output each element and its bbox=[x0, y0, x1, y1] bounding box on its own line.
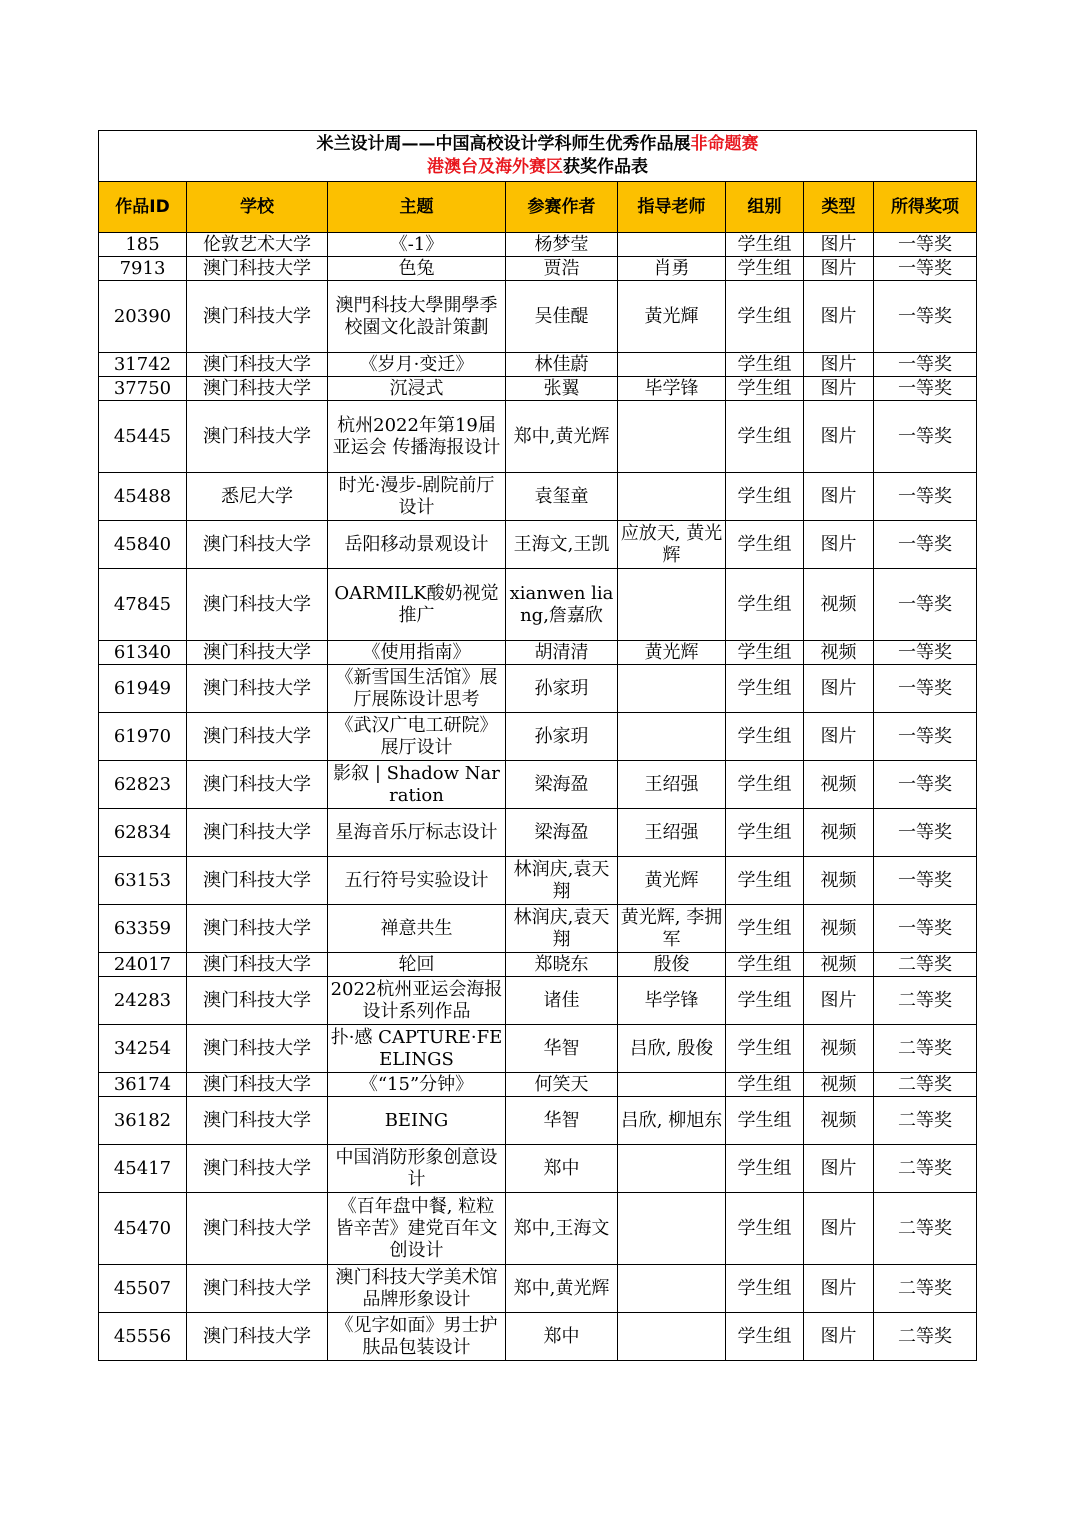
cell-id: 31742 bbox=[99, 353, 187, 377]
table-row bbox=[99, 1097, 977, 1145]
table-row bbox=[99, 353, 977, 377]
cell-group: 学生组 bbox=[726, 809, 804, 857]
cell-type: 视频 bbox=[804, 809, 874, 857]
cell-type: 图片 bbox=[804, 665, 874, 713]
cell-theme: OARMILK酸奶视觉推广 bbox=[328, 569, 506, 641]
cell-award: 一等奖 bbox=[874, 401, 977, 473]
cell-group: 学生组 bbox=[726, 1265, 804, 1313]
cell-group: 学生组 bbox=[726, 281, 804, 353]
cell-school: 澳门科技大学 bbox=[187, 281, 328, 353]
table-row bbox=[99, 1193, 977, 1265]
cell-author: 孙家玥 bbox=[506, 713, 618, 761]
cell-type: 视频 bbox=[804, 1025, 874, 1073]
cell-award: 一等奖 bbox=[874, 713, 977, 761]
cell-theme: 星海音乐厅标志设计 bbox=[328, 809, 506, 857]
cell-award: 一等奖 bbox=[874, 905, 977, 953]
table-row bbox=[99, 233, 977, 257]
col-header-type: 类型 bbox=[804, 182, 874, 233]
cell-id: 37750 bbox=[99, 377, 187, 401]
cell-author: 张翼 bbox=[506, 377, 618, 401]
cell-author: 华智 bbox=[506, 1025, 618, 1073]
cell-type: 视频 bbox=[804, 761, 874, 809]
cell-group: 学生组 bbox=[726, 761, 804, 809]
cell-theme: 色兔 bbox=[328, 257, 506, 281]
cell-award: 二等奖 bbox=[874, 1097, 977, 1145]
cell-theme: 中国消防形象创意设计 bbox=[328, 1145, 506, 1193]
table-title bbox=[99, 131, 977, 182]
header-row bbox=[99, 182, 977, 233]
col-header-author: 参赛作者 bbox=[506, 182, 618, 233]
cell-id: 47845 bbox=[99, 569, 187, 641]
cell-group: 学生组 bbox=[726, 377, 804, 401]
cell-type: 视频 bbox=[804, 641, 874, 665]
table-row bbox=[99, 977, 977, 1025]
cell-award: 一等奖 bbox=[874, 281, 977, 353]
cell-id: 36174 bbox=[99, 1073, 187, 1097]
cell-author: 王海文,王凯 bbox=[506, 521, 618, 569]
cell-school: 澳门科技大学 bbox=[187, 641, 328, 665]
cell-type: 视频 bbox=[804, 857, 874, 905]
cell-id: 45488 bbox=[99, 473, 187, 521]
cell-author: 何笑天 bbox=[506, 1073, 618, 1097]
cell-author: 郑晓东 bbox=[506, 953, 618, 977]
cell-award: 二等奖 bbox=[874, 977, 977, 1025]
cell-theme: 禅意共生 bbox=[328, 905, 506, 953]
cell-author: 吴佳醍 bbox=[506, 281, 618, 353]
cell-id: 45840 bbox=[99, 521, 187, 569]
table-row bbox=[99, 281, 977, 353]
cell-teacher: 吕欣, 殷俊 bbox=[618, 1025, 726, 1073]
cell-award: 二等奖 bbox=[874, 1025, 977, 1073]
cell-teacher: 王绍强 bbox=[618, 761, 726, 809]
cell-type: 图片 bbox=[804, 521, 874, 569]
cell-theme: 时光·漫步-剧院前厅设计 bbox=[328, 473, 506, 521]
cell-theme: 岳阳移动景观设计 bbox=[328, 521, 506, 569]
title-line1-prefix: 米兰设计周——中国高校设计学科师生优秀作品展 bbox=[316, 134, 691, 154]
cell-school: 伦敦艺术大学 bbox=[187, 233, 328, 257]
cell-theme: 《武汉广电工研院》展厅设计 bbox=[328, 713, 506, 761]
cell-author: 郑中,黄光辉 bbox=[506, 1265, 618, 1313]
table-row bbox=[99, 569, 977, 641]
table-row bbox=[99, 1073, 977, 1097]
cell-award: 一等奖 bbox=[874, 353, 977, 377]
cell-award: 一等奖 bbox=[874, 377, 977, 401]
cell-group: 学生组 bbox=[726, 977, 804, 1025]
cell-author: 郑中 bbox=[506, 1145, 618, 1193]
cell-group: 学生组 bbox=[726, 233, 804, 257]
cell-school: 澳门科技大学 bbox=[187, 569, 328, 641]
title-line1-red: 非命题赛 bbox=[690, 134, 759, 154]
cell-teacher bbox=[618, 569, 726, 641]
cell-type: 图片 bbox=[804, 233, 874, 257]
table-row bbox=[99, 953, 977, 977]
cell-type: 视频 bbox=[804, 1097, 874, 1145]
table-row bbox=[99, 1025, 977, 1073]
cell-award: 一等奖 bbox=[874, 521, 977, 569]
col-header-teacher: 指导老师 bbox=[618, 182, 726, 233]
cell-group: 学生组 bbox=[726, 1073, 804, 1097]
cell-teacher: 毕学锋 bbox=[618, 977, 726, 1025]
cell-theme: 《新雪国生活馆》展厅展陈设计思考 bbox=[328, 665, 506, 713]
cell-theme: 杭州2022年第19届亚运会 传播海报设计 bbox=[328, 401, 506, 473]
cell-id: 61340 bbox=[99, 641, 187, 665]
table-row bbox=[99, 473, 977, 521]
cell-author: 林润庆,袁天翔 bbox=[506, 905, 618, 953]
cell-id: 24283 bbox=[99, 977, 187, 1025]
cell-teacher: 黄光辉, 李拥军 bbox=[618, 905, 726, 953]
cell-author: 梁海盈 bbox=[506, 761, 618, 809]
cell-teacher: 毕学锋 bbox=[618, 377, 726, 401]
cell-type: 视频 bbox=[804, 905, 874, 953]
cell-school: 澳门科技大学 bbox=[187, 665, 328, 713]
table-row bbox=[99, 905, 977, 953]
awards-table-sheet bbox=[98, 130, 976, 1361]
cell-group: 学生组 bbox=[726, 257, 804, 281]
cell-school: 澳门科技大学 bbox=[187, 905, 328, 953]
cell-type: 图片 bbox=[804, 377, 874, 401]
cell-type: 图片 bbox=[804, 1145, 874, 1193]
cell-author: 郑中,王海文 bbox=[506, 1193, 618, 1265]
cell-school: 澳门科技大学 bbox=[187, 761, 328, 809]
cell-theme: 澳門科技大學開學季校園文化設計策劃 bbox=[328, 281, 506, 353]
cell-id: 45507 bbox=[99, 1265, 187, 1313]
table-row bbox=[99, 809, 977, 857]
cell-theme: 《“15”分钟》 bbox=[328, 1073, 506, 1097]
cell-id: 185 bbox=[99, 233, 187, 257]
col-header-school: 学校 bbox=[187, 182, 328, 233]
cell-theme: BEING bbox=[328, 1097, 506, 1145]
col-header-award: 所得奖项 bbox=[874, 182, 977, 233]
cell-id: 45556 bbox=[99, 1313, 187, 1361]
cell-school: 澳门科技大学 bbox=[187, 953, 328, 977]
cell-author: 梁海盈 bbox=[506, 809, 618, 857]
cell-school: 澳门科技大学 bbox=[187, 521, 328, 569]
cell-type: 图片 bbox=[804, 1193, 874, 1265]
cell-type: 图片 bbox=[804, 977, 874, 1025]
cell-id: 20390 bbox=[99, 281, 187, 353]
cell-award: 二等奖 bbox=[874, 953, 977, 977]
cell-school: 澳门科技大学 bbox=[187, 1073, 328, 1097]
cell-type: 图片 bbox=[804, 1313, 874, 1361]
cell-teacher bbox=[618, 1073, 726, 1097]
col-header-group: 组别 bbox=[726, 182, 804, 233]
cell-teacher: 黄光辉 bbox=[618, 641, 726, 665]
cell-author: 贾浩 bbox=[506, 257, 618, 281]
cell-group: 学生组 bbox=[726, 905, 804, 953]
cell-teacher bbox=[618, 1265, 726, 1313]
table-row bbox=[99, 713, 977, 761]
cell-teacher: 王绍强 bbox=[618, 809, 726, 857]
cell-teacher: 应放天, 黄光辉 bbox=[618, 521, 726, 569]
cell-award: 一等奖 bbox=[874, 857, 977, 905]
cell-id: 36182 bbox=[99, 1097, 187, 1145]
cell-award: 一等奖 bbox=[874, 473, 977, 521]
col-header-id: 作品ID bbox=[99, 182, 187, 233]
cell-id: 62834 bbox=[99, 809, 187, 857]
cell-group: 学生组 bbox=[726, 857, 804, 905]
table-row bbox=[99, 257, 977, 281]
cell-theme: 沉浸式 bbox=[328, 377, 506, 401]
cell-author: 华智 bbox=[506, 1097, 618, 1145]
cell-group: 学生组 bbox=[726, 473, 804, 521]
cell-school: 澳门科技大学 bbox=[187, 1097, 328, 1145]
table-row bbox=[99, 401, 977, 473]
cell-id: 45417 bbox=[99, 1145, 187, 1193]
cell-id: 62823 bbox=[99, 761, 187, 809]
title-line2-red: 港澳台及海外赛区 bbox=[427, 157, 563, 177]
table-row bbox=[99, 1265, 977, 1313]
cell-teacher bbox=[618, 713, 726, 761]
title-line2-suffix: 获奖作品表 bbox=[563, 157, 648, 177]
table-row bbox=[99, 641, 977, 665]
cell-author: 郑中,黄光辉 bbox=[506, 401, 618, 473]
cell-theme: 影叙 | Shadow Narration bbox=[328, 761, 506, 809]
cell-award: 二等奖 bbox=[874, 1073, 977, 1097]
cell-teacher bbox=[618, 233, 726, 257]
cell-theme: 《-1》 bbox=[328, 233, 506, 257]
cell-type: 视频 bbox=[804, 1073, 874, 1097]
cell-author: 孙家玥 bbox=[506, 665, 618, 713]
cell-author: 胡清清 bbox=[506, 641, 618, 665]
cell-award: 二等奖 bbox=[874, 1313, 977, 1361]
cell-group: 学生组 bbox=[726, 569, 804, 641]
cell-school: 澳门科技大学 bbox=[187, 1145, 328, 1193]
cell-id: 45470 bbox=[99, 1193, 187, 1265]
cell-theme: 扑·感 CAPTURE·FEELINGS bbox=[328, 1025, 506, 1073]
cell-school: 澳门科技大学 bbox=[187, 353, 328, 377]
cell-group: 学生组 bbox=[726, 1097, 804, 1145]
cell-award: 一等奖 bbox=[874, 641, 977, 665]
cell-teacher bbox=[618, 665, 726, 713]
col-header-theme: 主题 bbox=[328, 182, 506, 233]
cell-author: 郑中 bbox=[506, 1313, 618, 1361]
table-row bbox=[99, 1313, 977, 1361]
cell-teacher bbox=[618, 401, 726, 473]
cell-school: 澳门科技大学 bbox=[187, 1265, 328, 1313]
table-row bbox=[99, 521, 977, 569]
cell-award: 一等奖 bbox=[874, 809, 977, 857]
cell-author: 林佳蔚 bbox=[506, 353, 618, 377]
cell-group: 学生组 bbox=[726, 713, 804, 761]
cell-id: 45445 bbox=[99, 401, 187, 473]
cell-school: 澳门科技大学 bbox=[187, 401, 328, 473]
cell-group: 学生组 bbox=[726, 665, 804, 713]
table-row bbox=[99, 761, 977, 809]
cell-school: 澳门科技大学 bbox=[187, 713, 328, 761]
cell-type: 图片 bbox=[804, 1265, 874, 1313]
cell-award: 一等奖 bbox=[874, 233, 977, 257]
cell-author: xianwen liang,詹嘉欣 bbox=[506, 569, 618, 641]
cell-group: 学生组 bbox=[726, 521, 804, 569]
cell-theme: 澳门科技大学美术馆 品牌形象设计 bbox=[328, 1265, 506, 1313]
cell-type: 图片 bbox=[804, 401, 874, 473]
cell-id: 24017 bbox=[99, 953, 187, 977]
cell-school: 澳门科技大学 bbox=[187, 977, 328, 1025]
cell-group: 学生组 bbox=[726, 1313, 804, 1361]
cell-theme: 《见字如面》男士护肤品包装设计 bbox=[328, 1313, 506, 1361]
cell-type: 图片 bbox=[804, 281, 874, 353]
cell-id: 63359 bbox=[99, 905, 187, 953]
cell-author: 袁玺童 bbox=[506, 473, 618, 521]
cell-theme: 轮回 bbox=[328, 953, 506, 977]
cell-id: 61970 bbox=[99, 713, 187, 761]
cell-group: 学生组 bbox=[726, 353, 804, 377]
table-row bbox=[99, 1145, 977, 1193]
cell-award: 一等奖 bbox=[874, 257, 977, 281]
cell-teacher bbox=[618, 1145, 726, 1193]
cell-teacher: 黃光輝 bbox=[618, 281, 726, 353]
cell-group: 学生组 bbox=[726, 1193, 804, 1265]
cell-award: 二等奖 bbox=[874, 1145, 977, 1193]
cell-type: 图片 bbox=[804, 257, 874, 281]
table-row bbox=[99, 857, 977, 905]
cell-school: 澳门科技大学 bbox=[187, 1313, 328, 1361]
cell-type: 视频 bbox=[804, 953, 874, 977]
cell-author: 诸佳 bbox=[506, 977, 618, 1025]
table-row bbox=[99, 665, 977, 713]
cell-award: 一等奖 bbox=[874, 665, 977, 713]
cell-school: 澳门科技大学 bbox=[187, 1193, 328, 1265]
cell-school: 澳门科技大学 bbox=[187, 1025, 328, 1073]
cell-teacher: 殷俊 bbox=[618, 953, 726, 977]
cell-type: 图片 bbox=[804, 473, 874, 521]
cell-author: 林润庆,袁天翔 bbox=[506, 857, 618, 905]
table-row bbox=[99, 377, 977, 401]
cell-teacher: 肖勇 bbox=[618, 257, 726, 281]
cell-teacher bbox=[618, 473, 726, 521]
cell-group: 学生组 bbox=[726, 401, 804, 473]
cell-school: 悉尼大学 bbox=[187, 473, 328, 521]
cell-award: 二等奖 bbox=[874, 1193, 977, 1265]
cell-school: 澳门科技大学 bbox=[187, 257, 328, 281]
cell-type: 视频 bbox=[804, 569, 874, 641]
cell-award: 二等奖 bbox=[874, 1265, 977, 1313]
cell-group: 学生组 bbox=[726, 1145, 804, 1193]
cell-group: 学生组 bbox=[726, 953, 804, 977]
cell-award: 一等奖 bbox=[874, 569, 977, 641]
cell-id: 63153 bbox=[99, 857, 187, 905]
cell-group: 学生组 bbox=[726, 1025, 804, 1073]
cell-group: 学生组 bbox=[726, 641, 804, 665]
cell-type: 图片 bbox=[804, 353, 874, 377]
cell-id: 7913 bbox=[99, 257, 187, 281]
cell-theme: 《使用指南》 bbox=[328, 641, 506, 665]
table-body bbox=[99, 233, 977, 1361]
cell-teacher bbox=[618, 1193, 726, 1265]
cell-theme: 2022杭州亚运会海报设计系列作品 bbox=[328, 977, 506, 1025]
cell-school: 澳门科技大学 bbox=[187, 857, 328, 905]
cell-teacher: 吕欣, 柳旭东 bbox=[618, 1097, 726, 1145]
cell-id: 61949 bbox=[99, 665, 187, 713]
cell-award: 一等奖 bbox=[874, 761, 977, 809]
cell-teacher: 黄光辉 bbox=[618, 857, 726, 905]
cell-school: 澳门科技大学 bbox=[187, 377, 328, 401]
cell-id: 34254 bbox=[99, 1025, 187, 1073]
cell-theme: 《百年盘中餐, 粒粒皆辛苦》建党百年文创设计 bbox=[328, 1193, 506, 1265]
awards-table bbox=[98, 130, 977, 1361]
cell-teacher bbox=[618, 1313, 726, 1361]
cell-type: 图片 bbox=[804, 713, 874, 761]
cell-author: 杨梦莹 bbox=[506, 233, 618, 257]
cell-theme: 《岁月·变迁》 bbox=[328, 353, 506, 377]
cell-school: 澳门科技大学 bbox=[187, 809, 328, 857]
cell-theme: 五行符号实验设计 bbox=[328, 857, 506, 905]
cell-teacher bbox=[618, 353, 726, 377]
